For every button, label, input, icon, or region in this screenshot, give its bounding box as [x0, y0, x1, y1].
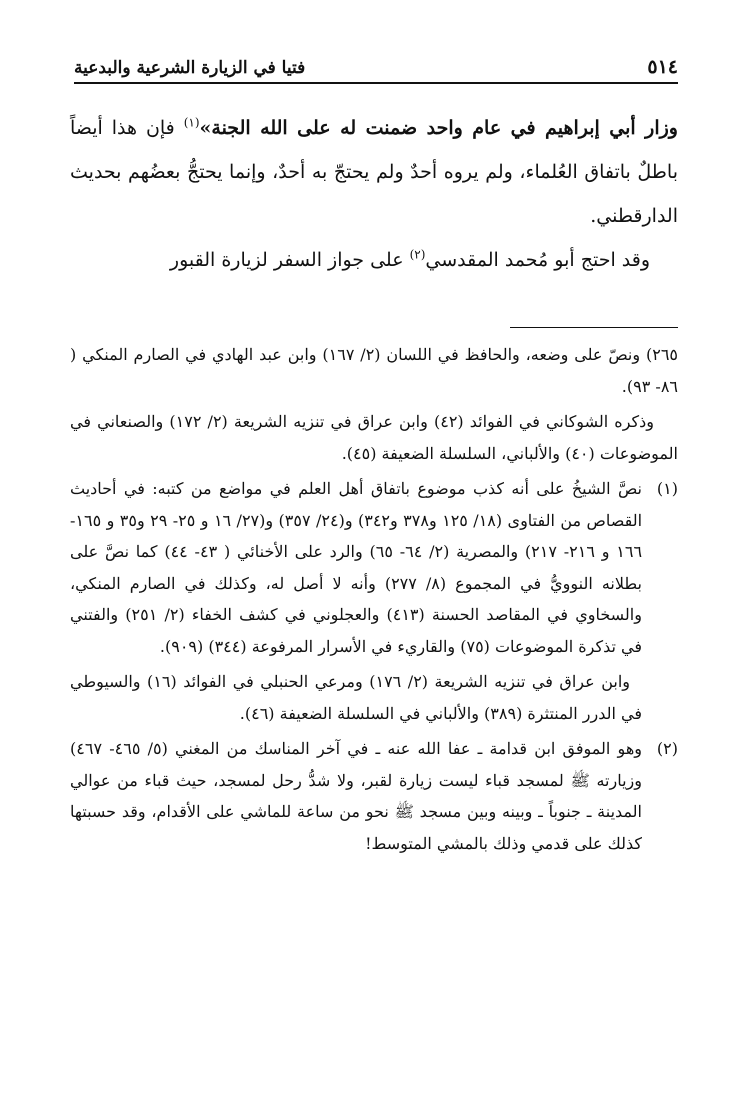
main-paragraph-1 [70, 106, 678, 238]
hadith-quote: وزار أبي إبراهيم في عام واحد ضمنت له على الله الجنة» [199, 117, 678, 139]
footnote-1-marker: (١) [656, 479, 678, 498]
footnote-separator [510, 327, 678, 328]
footnote-2 [70, 733, 678, 859]
footnotes [70, 339, 678, 863]
footnote-continuation-2: وذكره الشوكاني في الفوائد (٤٢) وابن عراق في تنزيه الشريعة (٢/ ١٧٢) والصنعاني في الموضوعات (٤٠) والألباني، السلسلة الضعيفة (٤٥). [70, 412, 678, 463]
footnote-ref-2: (٢) [409, 247, 426, 262]
main-paragraph-2-text-b: على جواز السفر لزيارة القبور [169, 249, 410, 271]
running-header [74, 48, 678, 78]
footnote-1-paragraph-1: نصَّ الشيخُ على أنه كذب موضوع باتفاق أهل العلم في مواضع من كتبه: في أحاديث القصاص من الفتاوى (١٨/ ١٢٥ و٣٧٨ و٣٤٢) و(٢٤/ ٣٥٧) و(٢٧/ ١٦ و ٢٥- ٢٩ و٣٥ و ١٦٥- ١٦٦ و ٢١٦- ٢١٧) والمصرية (٢/ ٦٤- ٦٥) والرد على الأخنائي ( ٤٣- ٤٤) كما نصَّ على بطلانه النوويُّ في المجموع (٨/ ٢٧٧) وأنه لا أصل له، وكذلك في الصارم المنكي، والسخاوي في المقاصد الحسنة (٤١٣) والعجلوني في كشف الخفاء (٢/ ٢٥١) والفتني في تذكرة الموضوعات (٧٥) والقاريء في الأسرار المرفوعة (٣٤٤) (٩٠٩). [70, 479, 643, 656]
footnote-2-paragraph-1: وهو الموفق ابن قدامة ـ عفا الله عنه ـ في آخر المناسك من المغني (٥/ ٤٦٥- ٤٦٧) وزيارته ﷺ لمسجد قباء ليست زيارة لقبر، ولا شدُّ رحل لمسجد، حيث قباء من عوالي المدينة ـ جنوباً ـ وبينه وبين مسجد ﷺ نحو من ساعة للماشي على الأقدام، وقد حسبتها كذلك على قدمي وذلك بالمشي المتوسط! [70, 739, 643, 853]
footnote-2-marker: (٢) [656, 739, 678, 758]
footnote-1 [70, 473, 678, 729]
page-number: ٥١٤ [647, 56, 678, 78]
main-paragraph-1-text: فإن هذا أيضاً باطلٌ باتفاق العُلماء، ولم يروه أحدٌ ولم يحتجّ به أحدٌ، وإنما يحتجُّ بعضُهم بحديث الدارقطني. [70, 117, 678, 227]
main-paragraph-2-text-a: وقد احتج أبو مُحمد المقدسي [425, 249, 650, 271]
footnote-1-paragraph-2: وابن عراق في تنزيه الشريعة (٢/ ١٧٦) ومرعي الحنبلي في الفوائد (١٦) والسيوطي في الدرر المنتثرة (٣٨٩) والألباني في السلسلة الضعيفة (٤٦). [70, 672, 642, 723]
footnote-ref-1: (١) [183, 115, 200, 130]
header-rule [74, 82, 678, 84]
main-text [70, 106, 678, 282]
main-paragraph-2 [70, 238, 678, 282]
running-title: فتيا في الزيارة الشرعية والبدعية [74, 58, 306, 78]
footnote-continuation-1: ٢٦٥) ونصّ على وضعه، والحافظ في اللسان (٢/ ١٦٧) وابن عبد الهادي في الصارم المنكي ( ٨٦- ٩٣). [70, 345, 678, 396]
